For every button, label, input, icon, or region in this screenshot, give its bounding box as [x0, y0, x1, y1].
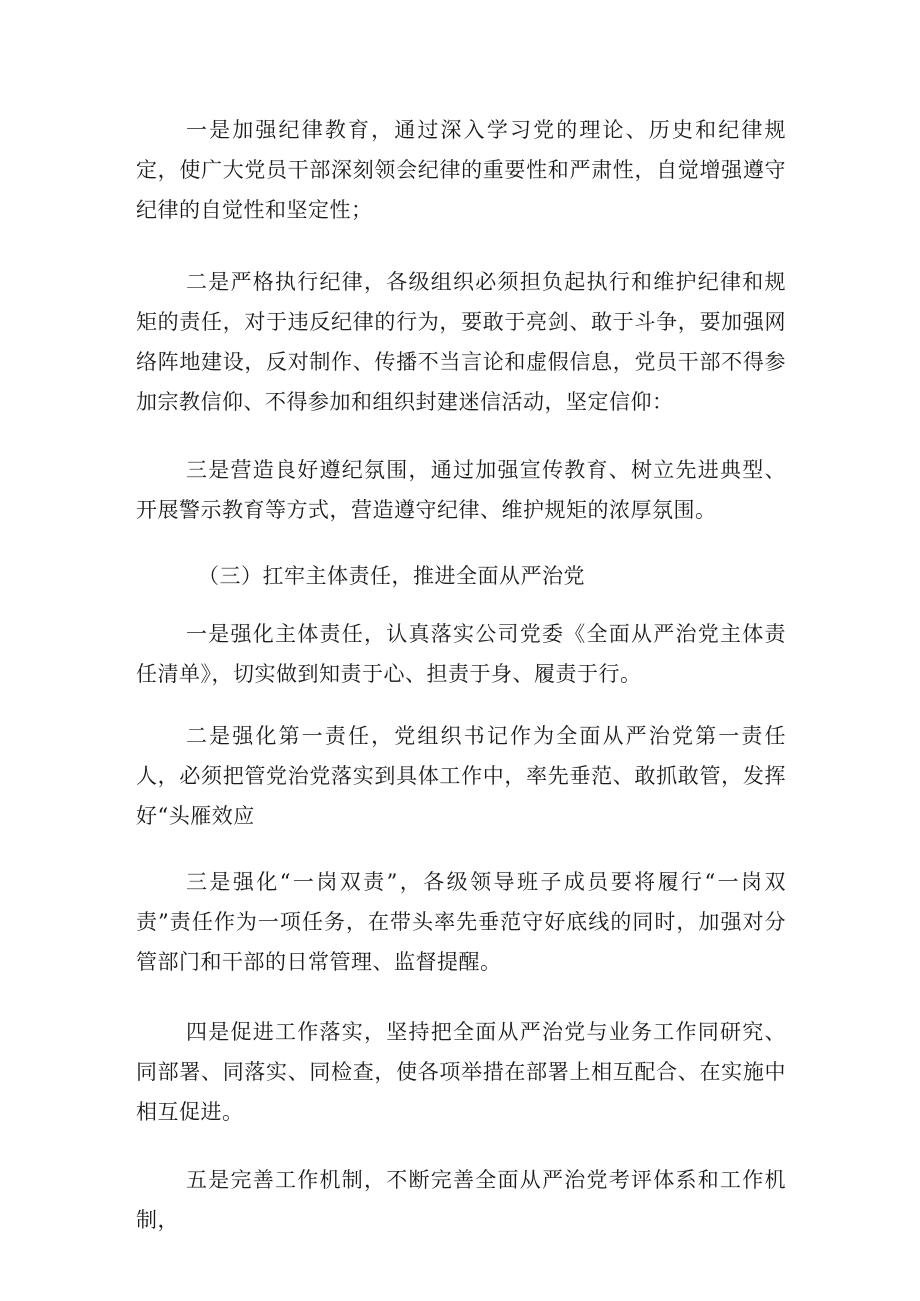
paragraph-discipline-atmosphere: 三是营造良好遵纪氛围，通过加强宣传教育、树立先进典型、开展警示教育等方式，营造遵守纪律、维护规矩的浓厚氛围。	[136, 458, 786, 522]
paragraph-strict-enforcement: 二是严格执行纪律，各级组织必须担负起执行和维护纪律和规矩的责任，对于违反纪律的行为，要敢于亮剑、敢于斗争，要加强网络阵地建设，反对制作、传播不当言论和虚假信息，党员干部不得参加宗教信仰、不得参加和组织封建迷信活动，坚定信仰：	[136, 270, 786, 414]
paragraph-discipline-education: 一是加强纪律教育，通过深入学习党的理论、历史和纪律规定，使广大党员干部深刻领会纪律的重要性和严肃性，自觉增强遵守纪律的自觉性和坚定性；	[136, 118, 786, 222]
paragraph-dual-responsibility: 三是强化“一岗双责”，各级领导班子成员要将履行“一岗双责”责任作为一项任务，在带头率先垂范守好底线的同时，加强对分管部门和干部的日常管理、监督提醒。	[136, 870, 786, 974]
section-heading-main-responsibility: （三）扛牢主体责任，推进全面从严治党	[198, 564, 585, 588]
paragraph-first-responsibility: 二是强化第一责任，党组织书记作为全面从严治党第一责任人，必须把管党治党落实到具体工作中，率先垂范、敢抓敢管，发挥好“头雁效应	[136, 724, 786, 828]
paragraph-main-responsibility: 一是强化主体责任，认真落实公司党委《全面从严治党主体责任清单》，切实做到知责于心、担责于身、履责于行。	[136, 622, 786, 686]
paragraph-work-implementation: 四是促进工作落实，坚持把全面从严治党与业务工作同研究、同部署、同落实、同检查，使各项举措在部署上相互配合、在实施中相互促进。	[136, 1020, 786, 1124]
paragraph-work-mechanism: 五是完善工作机制，不断完善全面从严治党考评体系和工作机制，	[136, 1168, 786, 1232]
